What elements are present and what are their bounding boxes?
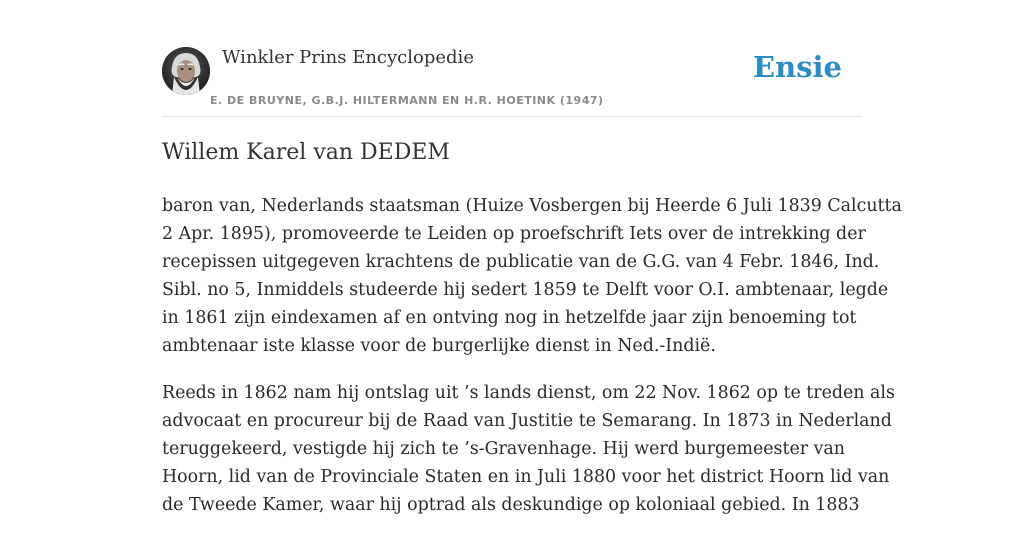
author-avatar <box>162 47 210 95</box>
text-line: advocaat en procureur bij de Raad van Justitie te Semarang. In 1873 in Nederland <box>162 411 892 431</box>
text-line: Reeds in 1862 nam hij ontslag uit ’s lands dienst, om 22 Nov. 1862 op te treden als <box>162 383 895 403</box>
article-paragraph-1 <box>162 192 902 360</box>
ensie-logo-link[interactable]: Ensie <box>753 50 842 84</box>
text-line: ambtenaar iste klasse voor de burgerlijke dienst in Ned.-Indië. <box>162 336 716 356</box>
page <box>162 0 902 515</box>
article-title: Willem Karel van DEDEM <box>162 140 450 165</box>
text-line: Sibl. no 5, Inmiddels studeerde hij sedert 1859 te Delft voor O.I. ambtenaar, legde <box>162 280 889 300</box>
text-line: 2 Apr. 1895), promoveerde te Leiden op proefschrift Iets over de intrekking der <box>162 224 866 244</box>
brand-title: Winkler Prins Encyclopedie <box>222 47 474 68</box>
text-line: de Tweede Kamer, waar hij optrad als deskundige op koloniaal gebied. In 1883 <box>162 495 860 515</box>
brand-subtitle: E. DE BRUYNE, G.B.J. HILTERMANN EN H.R. HOETINK (1947) <box>210 94 604 107</box>
portrait-photo-icon <box>162 47 210 95</box>
text-line: baron van, Nederlands staatsman (Huize Vosbergen bij Heerde 6 Juli 1839 Calcutta <box>162 196 902 216</box>
text-line: Hoorn, lid van de Provinciale Staten en in Juli 1880 voor het district Hoorn lid van <box>162 467 890 487</box>
text-line: in 1861 zijn eindexamen af en ontving nog in hetzelfde jaar zijn benoeming tot <box>162 308 857 328</box>
site-header <box>162 0 862 117</box>
text-line: recepissen uitgegeven krachtens de publicatie van de G.G. van 4 Febr. 1846, Ind. <box>162 252 880 272</box>
article-paragraph-2 <box>162 379 895 519</box>
article-body <box>162 192 902 538</box>
text-line: teruggekeerd, vestigde hij zich te ’s-Gravenhage. Hij werd burgemeester van <box>162 439 845 459</box>
